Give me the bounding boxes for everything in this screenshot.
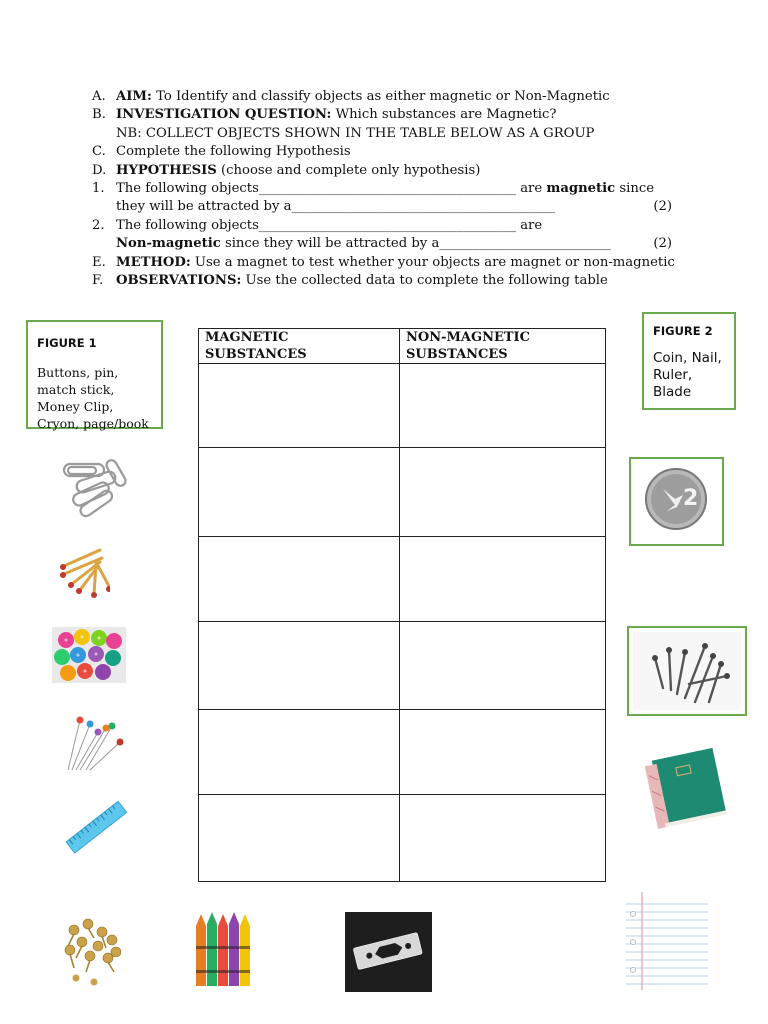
table-row: [199, 364, 606, 448]
observations-table: [198, 328, 606, 882]
table-row: [199, 448, 606, 537]
figure-1-box: [26, 320, 163, 429]
table-cell[interactable]: [199, 710, 400, 795]
marks-1: (2): [653, 199, 672, 215]
figure-2-title: FIGURE 2: [653, 324, 713, 338]
ruler-image: [62, 798, 132, 858]
pins-image: [60, 712, 128, 774]
figure-2-body: Coin, Nail, Ruler, Blade: [653, 350, 722, 400]
crayons-image: [192, 912, 250, 988]
matchsticks-image: [54, 544, 110, 598]
book-image: [640, 744, 734, 830]
table-cell[interactable]: [400, 448, 606, 537]
table-header-row: [199, 329, 606, 364]
item-question: B. INVESTIGATION QUESTION: Which substances are Magnetic?: [92, 107, 557, 123]
hypothesis-2-line2: Non-magnetic since they will be attracted by a__________________________ (2): [92, 235, 672, 253]
coin-image-frame: [629, 457, 724, 546]
header-non-magnetic: NON-MAGNETIC SUBSTANCES: [400, 329, 606, 364]
table-cell[interactable]: [199, 448, 400, 537]
figure-2-box: [642, 312, 736, 410]
table-cell[interactable]: [199, 364, 400, 448]
razor-blade-image: [345, 912, 432, 992]
table-cell[interactable]: [199, 622, 400, 710]
table-row: [199, 537, 606, 622]
table-cell[interactable]: [400, 622, 606, 710]
item-observations: F. OBSERVATIONS: Use the collected data to complete the following table: [92, 273, 608, 289]
marks-2: (2): [653, 236, 672, 252]
hypothesis-2: 2. The following objects_______________________________________ are: [92, 217, 543, 233]
table-cell[interactable]: [400, 795, 606, 882]
table-cell[interactable]: [400, 710, 606, 795]
figure-1-body: Buttons, pin, match stick, Money Clip, Cryon, page/book: [37, 365, 149, 431]
coin-image: [631, 459, 722, 544]
table-cell[interactable]: [400, 364, 606, 448]
table-row: [199, 795, 606, 882]
nails-image-frame: [627, 626, 747, 716]
item-complete: C. Complete the following Hypothesis: [92, 144, 351, 160]
header-magnetic: MAGNETIC SUBSTANCES: [199, 329, 400, 364]
buttons-image: [52, 627, 126, 683]
item-aim: A. AIM: To Identify and classify objects as either magnetic or Non-Magnetic: [92, 89, 610, 104]
hypothesis-1: 1. The following objects_______________________________________ are magnetic since: [92, 181, 655, 197]
coin-value: 2: [683, 486, 699, 511]
table-cell[interactable]: [400, 537, 606, 622]
item-method: E. METHOD: Use a magnet to test whether your objects are magnet or non-magnetic: [92, 254, 675, 270]
table-cell[interactable]: [199, 795, 400, 882]
lined-paper-image: [624, 890, 710, 992]
table-cell[interactable]: [199, 537, 400, 622]
brass-fasteners-image: [54, 910, 128, 990]
paperclips-image: [58, 458, 132, 518]
instructions-list: [92, 88, 675, 290]
table-row: [199, 622, 606, 710]
table-row: [199, 710, 606, 795]
nb-note: NB: COLLECT OBJECTS SHOWN IN THE TABLE BELOW AS A GROUP: [116, 125, 595, 141]
item-hypothesis: D. HYPOTHESIS (choose and complete only hypothesis): [92, 162, 481, 178]
hypothesis-1-line2: they will be attracted by a________________________________________ (2): [92, 198, 672, 216]
nails-image: [629, 628, 745, 714]
figure-1-title: FIGURE 1: [37, 336, 97, 350]
